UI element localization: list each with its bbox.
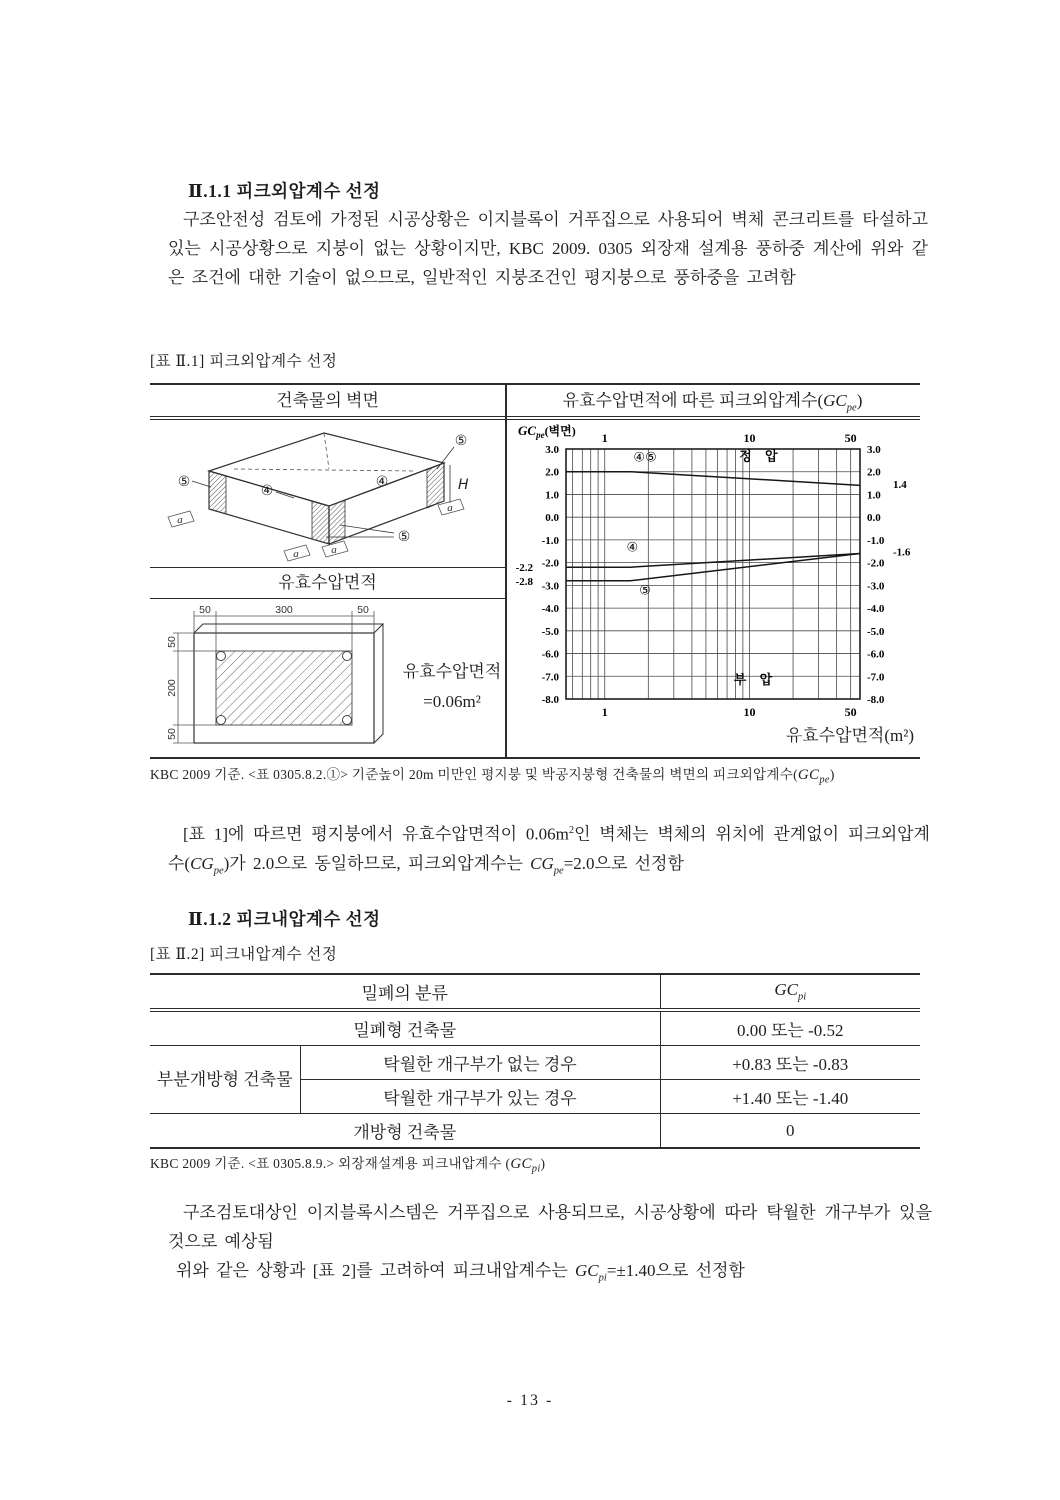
gcpe-chart-svg — [508, 419, 918, 721]
cgpe-subscript: pe — [553, 865, 564, 877]
row-no-dominant-opening-value: +0.83 또는 -0.83 — [660, 1046, 920, 1080]
gcpi-subscript: pi — [531, 1163, 541, 1175]
p4-text: =±1.40으로 선정함 — [606, 1261, 745, 1280]
row-no-dominant-opening-label: 탁월한 개구부가 없는 경우 — [300, 1046, 660, 1080]
zone5-label-left: ⑤ — [177, 474, 191, 490]
a-label: a — [331, 544, 337, 556]
svg-text:-4.0: -4.0 — [541, 603, 559, 616]
anchor-point — [343, 716, 352, 725]
left-wall-face — [209, 471, 329, 544]
table-2 — [150, 973, 920, 1149]
header-right-prefix: 유효수압면적에 따른 피크외압계수( — [562, 391, 824, 410]
body-paragraph-2 — [168, 816, 930, 885]
svg-text:10: 10 — [743, 705, 756, 719]
p2-text: 인 벽체는 벽체의 위치에 관계없이 피크외압계수( — [168, 824, 930, 873]
svg-text:-1.6: -1.6 — [893, 546, 911, 559]
table-2-caption: [표 Ⅱ.2] 피크내압계수 선정 — [150, 946, 338, 963]
svg-text:-2.8: -2.8 — [515, 575, 533, 588]
svg-text:-6.0: -6.0 — [541, 648, 559, 661]
effective-area-note-line2: =0.06m² — [423, 692, 481, 711]
gcpe-symbol: GC — [823, 391, 847, 410]
gcpi-symbol: GC — [510, 1156, 532, 1172]
leader-line — [340, 525, 394, 533]
header-right-suffix: ) — [856, 391, 863, 410]
svg-text:-7.0: -7.0 — [541, 671, 559, 684]
leader-line — [437, 447, 454, 469]
svg-text:GCpe(벽면): $GC_{pe}$(벽면) — [518, 423, 576, 440]
svg-text:3.0: 3.0 — [867, 444, 881, 456]
svg-text:0.0: 0.0 — [545, 512, 559, 525]
building-wall-diagram — [154, 419, 500, 565]
row-open-label: 개방형 건축물 — [150, 1114, 660, 1149]
svg-text:-7.0: -7.0 — [867, 671, 885, 684]
footnote-2-close: ) — [540, 1156, 546, 1171]
zone5-label-bottom: ⑤ — [397, 529, 411, 545]
table-1 — [150, 383, 920, 759]
leader-line — [192, 481, 211, 487]
footnote-1-text: KBC 2009 기준. <표 0305.8.2.①> 기준높이 20m 미만인 평지붕 및 박공지붕형 건축물의 벽면의 피크외압계수( — [150, 767, 798, 782]
body-paragraph-4 — [168, 1256, 932, 1292]
anchor-point — [217, 716, 226, 725]
row-group-partially-open: 부분개방형 건축물 — [150, 1046, 300, 1114]
corner-strip-left — [209, 471, 226, 514]
row-enclosed-label: 밀폐형 건축물 — [150, 1010, 660, 1046]
cgpe-symbol: CG — [530, 853, 554, 873]
svg-text:1: 1 — [601, 431, 608, 445]
table-2-header-right — [660, 974, 920, 1010]
roof-hidden-line-2 — [234, 469, 416, 471]
corner-strip-front-right — [329, 500, 345, 544]
svg-text:3.0: 3.0 — [545, 444, 559, 456]
panel-right-edge — [374, 624, 383, 743]
svg-text:1: 1 — [601, 705, 608, 719]
svg-text:0.0: 0.0 — [867, 512, 881, 525]
gcpe-subscript: pe — [819, 774, 830, 786]
dim-left-50-bottom: 50 — [166, 728, 178, 740]
table-row — [150, 1114, 920, 1149]
gcpe-symbol: GC — [797, 767, 820, 783]
chart-x-axis-label: 유효수압면적(m²) — [785, 726, 914, 745]
dim-top-50-right: 50 — [357, 604, 369, 616]
svg-text:-1.0: -1.0 — [867, 534, 885, 547]
p2-text: )가 2.0으로 동일하므로, 피크외압계수는 — [223, 853, 531, 873]
gcpi-subscript: pi — [797, 991, 807, 1003]
svg-text:2.0: 2.0 — [867, 466, 881, 479]
body-paragraph-1: 구조안전성 검토에 가정된 시공상황은 이지블록이 거푸집으로 사용되어 벽체 콘크리트를 타설하고 있는 시공상황으로 지붕이 없는 상황이지만, KBC 2009. 0305 외장재 설계용 풍하중 계산에 위와 같은 조건에 대한 기술이 없으므로, 일반적인 지붕조건인 평지붕으로 풍하중을 고려함 — [168, 210, 928, 287]
row-dominant-opening-value: +1.40 또는 -1.40 — [660, 1080, 920, 1114]
zone4-label-left-wall: ④ — [260, 483, 274, 499]
table-row — [150, 1010, 920, 1046]
hatched-area — [216, 651, 352, 725]
svg-text:-1.0: -1.0 — [541, 534, 559, 547]
svg-text:1.0: 1.0 — [867, 489, 881, 502]
height-label: H — [458, 477, 469, 493]
gcpi-symbol: GC — [774, 980, 798, 1000]
table-2-header-left: 밀폐의 분류 — [150, 974, 660, 1010]
p4-text: 위와 같은 상황과 [표 2]를 고려하여 피크내압계수는 — [176, 1261, 576, 1280]
dim-top-50-left: 50 — [199, 604, 211, 616]
zone5-label-top-right: ⑤ — [454, 433, 468, 449]
corner-strip-front-left — [312, 501, 329, 544]
table-1-caption: [표 Ⅱ.1] 피크외압계수 선정 — [150, 353, 338, 370]
svg-text:부 압: 부 압 — [733, 672, 778, 688]
p2-superscript: 2 — [568, 825, 575, 836]
table-2-footnote — [150, 1152, 940, 1175]
svg-text:-3.0: -3.0 — [867, 580, 885, 593]
cgpe-symbol: CG — [190, 853, 214, 873]
svg-text:2.0: 2.0 — [545, 466, 559, 479]
svg-text:-6.0: -6.0 — [867, 648, 885, 661]
svg-text:정 압: 정 압 — [739, 448, 783, 464]
svg-text:-2.0: -2.0 — [867, 557, 885, 570]
anchor-point — [217, 652, 226, 661]
table-1-header-right — [505, 385, 920, 416]
svg-text:-5.0: -5.0 — [541, 625, 559, 638]
svg-text:④: ④ — [626, 540, 639, 556]
gcpi-symbol: GC — [575, 1261, 599, 1280]
cgpe-subscript: pe — [213, 865, 224, 877]
table-1-column-divider — [505, 385, 507, 757]
anchor-point — [343, 652, 352, 661]
section-1-2-heading: Ⅱ.1.2 피크내압계수 선정 — [188, 909, 381, 929]
footnote-1-close: ) — [829, 767, 835, 782]
body-paragraph-3: 구조검토대상인 이지블록시스템은 거푸집으로 사용되므로, 시공상황에 따라 탁월한 개구부가 있을 것으로 예상됨 — [168, 1203, 932, 1251]
zone4-label-right-wall: ④ — [375, 474, 389, 490]
svg-text:-2.2: -2.2 — [515, 562, 533, 575]
footnote-2-text: KBC 2009 기준. <표 0305.8.9.> 외장재설계용 피크내압계수 ( — [150, 1156, 511, 1171]
svg-text:-4.0: -4.0 — [867, 603, 885, 616]
svg-text:-3.0: -3.0 — [541, 580, 559, 593]
effective-area-note-line1: 유효수압면적 — [402, 662, 502, 681]
corner-strip-right — [427, 463, 444, 508]
effective-area-note — [402, 657, 502, 717]
table-2-header-row — [150, 974, 920, 1010]
panel-top-edge — [194, 624, 383, 633]
svg-text:1.4: 1.4 — [893, 479, 907, 492]
effective-area-diagram — [164, 603, 399, 753]
svg-text:-8.0: -8.0 — [541, 694, 559, 706]
table-1-footnote — [150, 763, 940, 786]
a-label: a — [293, 548, 299, 560]
table-1-header-row — [150, 385, 920, 420]
svg-text:④⑤: ④⑤ — [633, 450, 657, 466]
gcpe-chart — [508, 419, 918, 726]
row-enclosed-value: 0.00 또는 -0.52 — [660, 1010, 920, 1046]
a-label: a — [177, 514, 183, 526]
table-1-header-left: 건축물의 벽면 — [276, 391, 379, 410]
page-number: - 13 - — [506, 1392, 554, 1409]
svg-text:⑤: ⑤ — [639, 583, 651, 599]
row-dominant-opening-label: 탁월한 개구부가 있는 경우 — [300, 1080, 660, 1114]
roof-hidden-line — [324, 433, 329, 469]
svg-text:-8.0: -8.0 — [867, 694, 885, 706]
section-1-1-heading: Ⅱ.1.1 피크외압계수 선정 — [188, 181, 381, 201]
dim-top-300: 300 — [275, 604, 293, 616]
svg-text:50: 50 — [844, 431, 857, 445]
dim-left-50-top: 50 — [166, 636, 178, 648]
dim-left-200: 200 — [166, 679, 178, 697]
svg-text:1.0: 1.0 — [545, 489, 559, 502]
p2-text: =2.0으로 선정함 — [563, 853, 684, 873]
svg-text:-5.0: -5.0 — [867, 625, 885, 638]
table-row — [150, 1046, 920, 1080]
svg-text:-2.0: -2.0 — [541, 557, 559, 570]
gcpi-subscript: pi — [598, 1272, 607, 1284]
p2-text: [표 1]에 따르면 평지붕에서 유효수압면적이 0.06m — [183, 824, 569, 844]
gcpe-subscript: pe — [846, 402, 857, 414]
row-open-value: 0 — [660, 1114, 920, 1149]
table-1-subheader-effective-area: 유효수압면적 — [150, 567, 505, 599]
a-label: a — [447, 502, 453, 514]
svg-text:10: 10 — [743, 431, 756, 445]
svg-text:50: 50 — [844, 705, 857, 719]
